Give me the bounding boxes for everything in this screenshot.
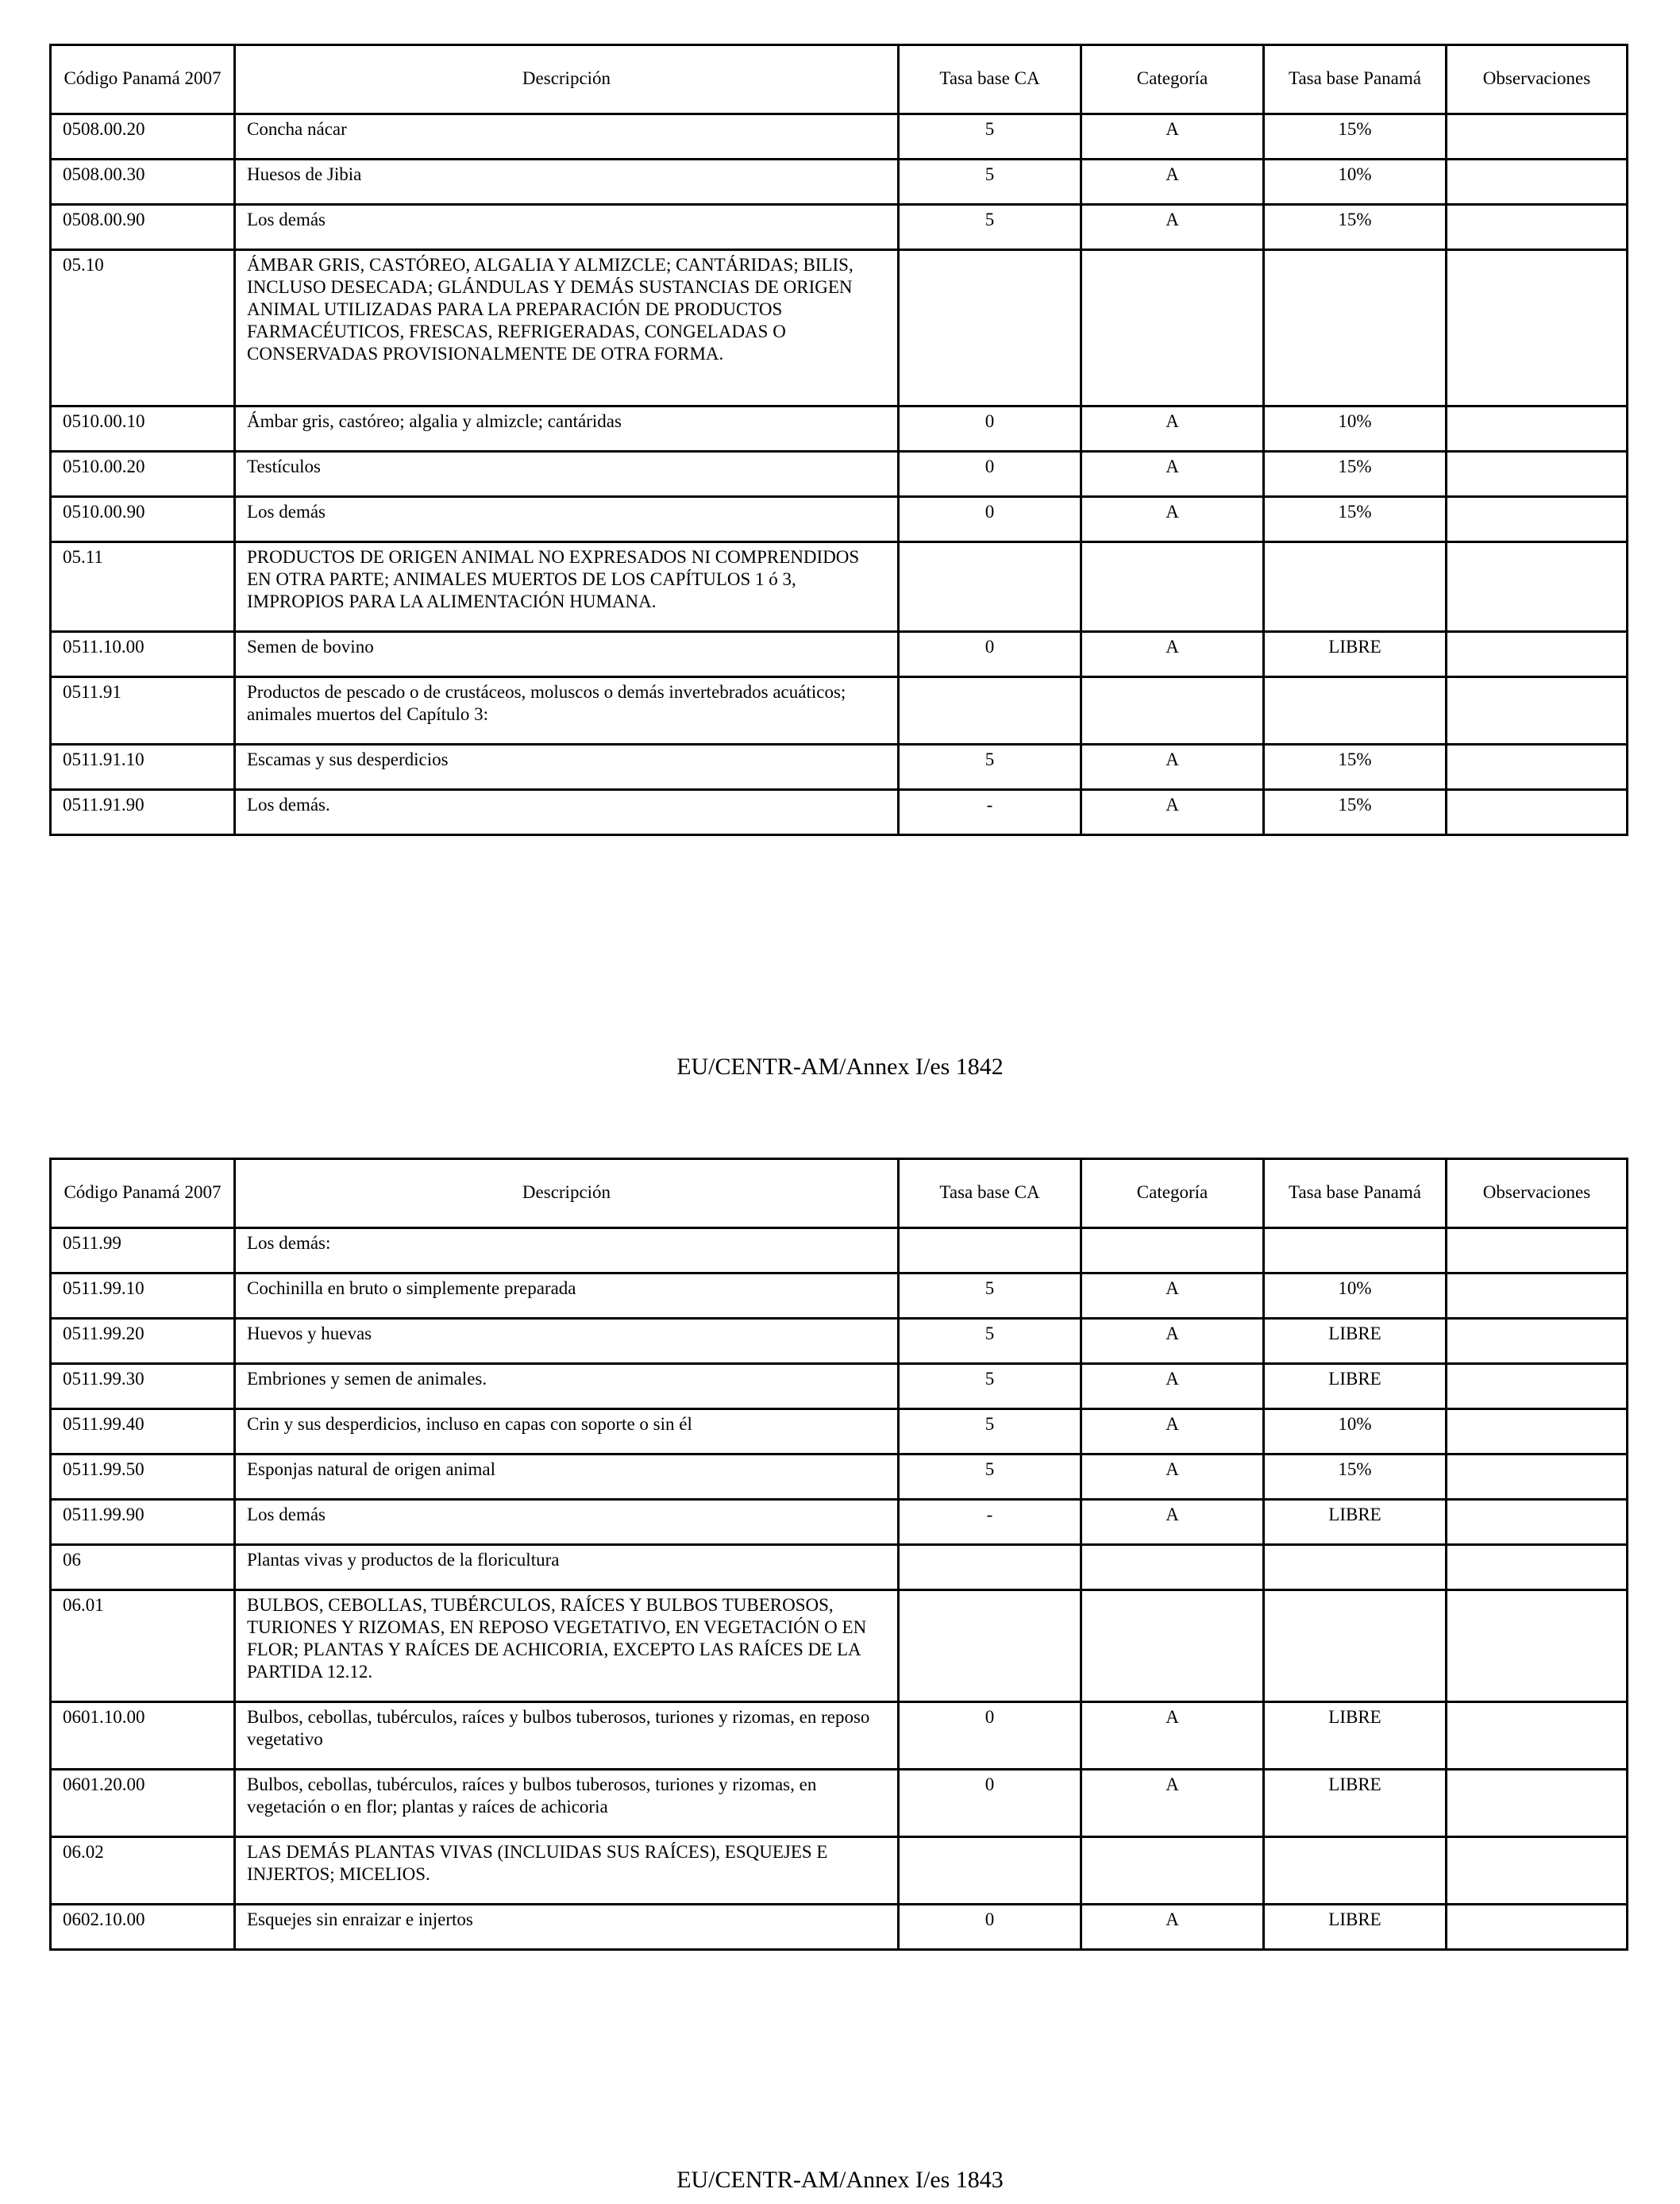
code-cell: 0601.10.00 — [51, 1702, 235, 1770]
observations-cell — [1447, 1273, 1628, 1319]
observations-cell — [1447, 114, 1628, 160]
table-row — [51, 1545, 1628, 1590]
description-cell: Esquejes sin enraizar e injertos — [235, 1905, 899, 1950]
panama-rate-cell: 15% — [1264, 114, 1447, 160]
observations-cell — [1447, 407, 1628, 452]
code-cell: 0511.99.10 — [51, 1273, 235, 1319]
category-cell: A — [1081, 497, 1264, 542]
ca-rate-cell: 5 — [899, 205, 1081, 250]
description-cell: Ámbar gris, castóreo; algalia y almizcle; cantáridas — [235, 407, 899, 452]
observations-cell — [1447, 745, 1628, 790]
table-row — [51, 1409, 1628, 1455]
ca-rate-cell: 0 — [899, 1702, 1081, 1770]
category-cell: A — [1081, 1905, 1264, 1950]
category-cell: A — [1081, 1319, 1264, 1364]
code-cell: 0601.20.00 — [51, 1770, 235, 1837]
description-cell: Cochinilla en bruto o simplemente preparada — [235, 1273, 899, 1319]
observations-cell — [1447, 1319, 1628, 1364]
description-cell: Concha nácar — [235, 114, 899, 160]
code-cell: 0508.00.20 — [51, 114, 235, 160]
category-cell: A — [1081, 1273, 1264, 1319]
ca-rate-cell: 5 — [899, 745, 1081, 790]
category-cell — [1081, 1545, 1264, 1590]
observations-cell — [1447, 632, 1628, 677]
description-cell: Los demás — [235, 497, 899, 542]
ca-rate-cell: 0 — [899, 1770, 1081, 1837]
category-cell: A — [1081, 1500, 1264, 1545]
observations-cell — [1447, 542, 1628, 632]
observations-cell — [1447, 1905, 1628, 1950]
description-cell: Plantas vivas y productos de la floricultura — [235, 1545, 899, 1590]
category-cell: A — [1081, 1364, 1264, 1409]
description-cell: PRODUCTOS DE ORIGEN ANIMAL NO EXPRESADOS NI COMPRENDIDOS EN OTRA PARTE; ANIMALES MUERTOS DE LOS CAPÍTULOS 1 ó 3, IMPROPIOS PARA LA ALIMENTACIÓN HUMANA. — [235, 542, 899, 632]
table-row — [51, 205, 1628, 250]
observations-cell — [1447, 1590, 1628, 1702]
observations-cell — [1447, 452, 1628, 497]
code-cell: 0511.99.50 — [51, 1455, 235, 1500]
category-cell — [1081, 1837, 1264, 1905]
ca-rate-cell: 5 — [899, 1409, 1081, 1455]
description-cell: Los demás — [235, 1500, 899, 1545]
category-cell — [1081, 542, 1264, 632]
panama-rate-cell: LIBRE — [1264, 1319, 1447, 1364]
panama-rate-cell — [1264, 250, 1447, 407]
table-header-row — [51, 1159, 1628, 1228]
code-cell: 06 — [51, 1545, 235, 1590]
table-row — [51, 1273, 1628, 1319]
panama-rate-cell: LIBRE — [1264, 632, 1447, 677]
panama-rate-cell: 10% — [1264, 407, 1447, 452]
panama-rate-cell — [1264, 1228, 1447, 1273]
ca-rate-cell: - — [899, 1500, 1081, 1545]
code-cell: 0511.99.20 — [51, 1319, 235, 1364]
table-row — [51, 677, 1628, 745]
observations-cell — [1447, 1455, 1628, 1500]
code-cell: 05.10 — [51, 250, 235, 407]
description-cell: Los demás — [235, 205, 899, 250]
ca-rate-cell: - — [899, 790, 1081, 835]
observations-cell — [1447, 205, 1628, 250]
header-observations: Observaciones — [1447, 1159, 1628, 1228]
ca-rate-cell: 0 — [899, 407, 1081, 452]
panama-rate-cell — [1264, 1545, 1447, 1590]
table-row — [51, 407, 1628, 452]
ca-rate-cell: 0 — [899, 1905, 1081, 1950]
category-cell: A — [1081, 745, 1264, 790]
table-row — [51, 1905, 1628, 1950]
header-code: Código Panamá 2007 — [51, 45, 235, 114]
observations-cell — [1447, 1545, 1628, 1590]
ca-rate-cell — [899, 1590, 1081, 1702]
ca-rate-cell: 5 — [899, 114, 1081, 160]
observations-cell — [1447, 497, 1628, 542]
code-cell: 0508.00.30 — [51, 160, 235, 205]
category-cell: A — [1081, 205, 1264, 250]
ca-rate-cell: 0 — [899, 497, 1081, 542]
description-cell: BULBOS, CEBOLLAS, TUBÉRCULOS, RAÍCES Y BULBOS TUBEROSOS, TURIONES Y RIZOMAS, EN REPOSO VEGETATIVO, EN VEGETACIÓN O EN FLOR; PLANTAS Y RAÍCES DE ACHICORIA, EXCEPTO LAS RAÍCES DE LA PARTIDA 12.12. — [235, 1590, 899, 1702]
panama-rate-cell: LIBRE — [1264, 1905, 1447, 1950]
panama-rate-cell: 10% — [1264, 160, 1447, 205]
panama-rate-cell — [1264, 542, 1447, 632]
table-row — [51, 745, 1628, 790]
category-cell: A — [1081, 114, 1264, 160]
table-body — [51, 114, 1628, 835]
ca-rate-cell: 5 — [899, 1364, 1081, 1409]
ca-rate-cell — [899, 1228, 1081, 1273]
tariff-table-2 — [49, 1158, 1628, 1951]
description-cell: Productos de pescado o de crustáceos, moluscos o demás invertebrados acuáticos; animales muertos del Capítulo 3: — [235, 677, 899, 745]
header-description: Descripción — [235, 1159, 899, 1228]
tariff-table-1 — [49, 44, 1628, 836]
category-cell: A — [1081, 407, 1264, 452]
header-observations: Observaciones — [1447, 45, 1628, 114]
observations-cell — [1447, 677, 1628, 745]
table-row — [51, 1228, 1628, 1273]
code-cell: 0602.10.00 — [51, 1905, 235, 1950]
panama-rate-cell — [1264, 1590, 1447, 1702]
ca-rate-cell: 5 — [899, 1273, 1081, 1319]
category-cell — [1081, 677, 1264, 745]
header-ca-rate: Tasa base CA — [899, 45, 1081, 114]
table-row — [51, 1837, 1628, 1905]
category-cell: A — [1081, 1409, 1264, 1455]
table-row — [51, 632, 1628, 677]
table-row — [51, 790, 1628, 835]
code-cell: 0511.99 — [51, 1228, 235, 1273]
code-cell: 0511.91.90 — [51, 790, 235, 835]
table-row — [51, 1770, 1628, 1837]
header-description: Descripción — [235, 45, 899, 114]
ca-rate-cell: 5 — [899, 1319, 1081, 1364]
observations-cell — [1447, 1228, 1628, 1273]
header-category: Categoría — [1081, 1159, 1264, 1228]
table-row — [51, 1319, 1628, 1364]
category-cell: A — [1081, 1770, 1264, 1837]
category-cell: A — [1081, 1702, 1264, 1770]
description-cell: Testículos — [235, 452, 899, 497]
table-row — [51, 1364, 1628, 1409]
header-panama-rate: Tasa base Panamá — [1264, 1159, 1447, 1228]
ca-rate-cell — [899, 1837, 1081, 1905]
code-cell: 0511.99.40 — [51, 1409, 235, 1455]
table-row — [51, 1702, 1628, 1770]
code-cell: 05.11 — [51, 542, 235, 632]
panama-rate-cell: 10% — [1264, 1409, 1447, 1455]
category-cell: A — [1081, 632, 1264, 677]
observations-cell — [1447, 1770, 1628, 1837]
description-cell: Huevos y huevas — [235, 1319, 899, 1364]
observations-cell — [1447, 1409, 1628, 1455]
observations-cell — [1447, 1500, 1628, 1545]
panama-rate-cell: 15% — [1264, 1455, 1447, 1500]
category-cell — [1081, 1590, 1264, 1702]
header-code: Código Panamá 2007 — [51, 1159, 235, 1228]
observations-cell — [1447, 790, 1628, 835]
header-panama-rate: Tasa base Panamá — [1264, 45, 1447, 114]
table-row — [51, 160, 1628, 205]
panama-rate-cell — [1264, 677, 1447, 745]
header-category: Categoría — [1081, 45, 1264, 114]
code-cell: 0510.00.20 — [51, 452, 235, 497]
code-cell: 0511.91 — [51, 677, 235, 745]
description-cell: Los demás: — [235, 1228, 899, 1273]
description-cell: Escamas y sus desperdicios — [235, 745, 899, 790]
page-footer: EU/CENTR-AM/Annex I/es 1843 — [676, 2167, 1004, 2193]
description-cell: Los demás. — [235, 790, 899, 835]
table-row — [51, 1455, 1628, 1500]
table-row — [51, 250, 1628, 407]
panama-rate-cell: LIBRE — [1264, 1702, 1447, 1770]
code-cell: 0510.00.10 — [51, 407, 235, 452]
code-cell: 06.01 — [51, 1590, 235, 1702]
observations-cell — [1447, 1837, 1628, 1905]
ca-rate-cell: 0 — [899, 632, 1081, 677]
table-row — [51, 497, 1628, 542]
panama-rate-cell: 10% — [1264, 1273, 1447, 1319]
description-cell: LAS DEMÁS PLANTAS VIVAS (INCLUIDAS SUS RAÍCES), ESQUEJES E INJERTOS; MICELIOS. — [235, 1837, 899, 1905]
description-cell: Huesos de Jibia — [235, 160, 899, 205]
ca-rate-cell — [899, 1545, 1081, 1590]
ca-rate-cell — [899, 542, 1081, 632]
description-cell: Semen de bovino — [235, 632, 899, 677]
panama-rate-cell: 15% — [1264, 452, 1447, 497]
code-cell: 0511.99.90 — [51, 1500, 235, 1545]
panama-rate-cell: 15% — [1264, 205, 1447, 250]
panama-rate-cell: LIBRE — [1264, 1500, 1447, 1545]
table-header-row — [51, 45, 1628, 114]
table-row — [51, 452, 1628, 497]
category-cell — [1081, 250, 1264, 407]
description-cell: Bulbos, cebollas, tubérculos, raíces y bulbos tuberosos, turiones y rizomas, en reposo vegetativo — [235, 1702, 899, 1770]
description-cell: Embriones y semen de animales. — [235, 1364, 899, 1409]
panama-rate-cell: 15% — [1264, 497, 1447, 542]
description-cell: Crin y sus desperdicios, incluso en capas con soporte o sin él — [235, 1409, 899, 1455]
code-cell: 0510.00.90 — [51, 497, 235, 542]
category-cell — [1081, 1228, 1264, 1273]
table-row — [51, 1590, 1628, 1702]
description-cell: ÁMBAR GRIS, CASTÓREO, ALGALIA Y ALMIZCLE; CANTÁRIDAS; BILIS, INCLUSO DESECADA; GLÁNDULAS Y DEMÁS SUSTANCIAS DE ORIGEN ANIMAL UTILIZADAS PARA LA PREPARACIÓN DE PRODUCTOS FARMACÉUTICOS, FRESCAS, REFRIGERADAS, CONGELADAS O CONSERVADAS PROVISIONALMENTE DE OTRA FORMA. — [235, 250, 899, 407]
code-cell: 0508.00.90 — [51, 205, 235, 250]
code-cell: 0511.99.30 — [51, 1364, 235, 1409]
ca-rate-cell: 5 — [899, 160, 1081, 205]
code-cell: 0511.91.10 — [51, 745, 235, 790]
panama-rate-cell: LIBRE — [1264, 1364, 1447, 1409]
observations-cell — [1447, 160, 1628, 205]
code-cell: 06.02 — [51, 1837, 235, 1905]
panama-rate-cell — [1264, 1837, 1447, 1905]
category-cell: A — [1081, 790, 1264, 835]
page-footer: EU/CENTR-AM/Annex I/es 1842 — [676, 1054, 1004, 1080]
category-cell: A — [1081, 160, 1264, 205]
ca-rate-cell: 5 — [899, 1455, 1081, 1500]
panama-rate-cell: 15% — [1264, 745, 1447, 790]
ca-rate-cell — [899, 250, 1081, 407]
description-cell: Bulbos, cebollas, tubérculos, raíces y bulbos tuberosos, turiones y rizomas, en vegetación o en flor; plantas y raíces de achicoria — [235, 1770, 899, 1837]
panama-rate-cell: LIBRE — [1264, 1770, 1447, 1837]
table-body — [51, 1228, 1628, 1950]
table-row — [51, 542, 1628, 632]
table-row — [51, 114, 1628, 160]
ca-rate-cell — [899, 677, 1081, 745]
code-cell: 0511.10.00 — [51, 632, 235, 677]
header-ca-rate: Tasa base CA — [899, 1159, 1081, 1228]
category-cell: A — [1081, 452, 1264, 497]
observations-cell — [1447, 250, 1628, 407]
panama-rate-cell: 15% — [1264, 790, 1447, 835]
observations-cell — [1447, 1702, 1628, 1770]
observations-cell — [1447, 1364, 1628, 1409]
description-cell: Esponjas natural de origen animal — [235, 1455, 899, 1500]
category-cell: A — [1081, 1455, 1264, 1500]
ca-rate-cell: 0 — [899, 452, 1081, 497]
table-row — [51, 1500, 1628, 1545]
